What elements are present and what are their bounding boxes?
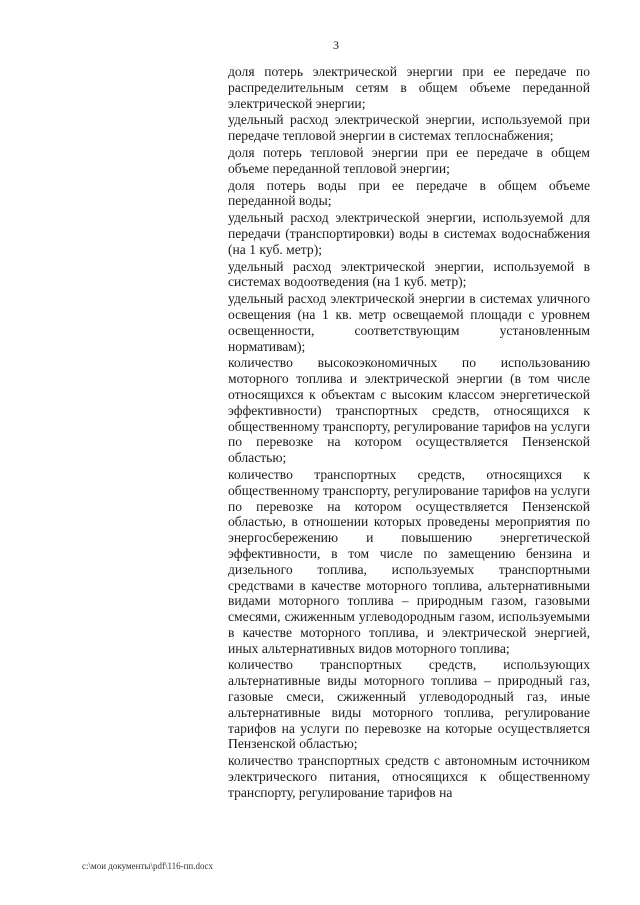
- page-number: 3: [333, 38, 339, 52]
- paragraph: доля потерь тепловой энергии при ее передаче в общем объеме переданной тепловой энергии;: [228, 144, 590, 176]
- paragraph: доля потерь электрической энергии при ее передаче по распределительным сетям в общем объеме переданной электрической энергии;: [228, 64, 590, 111]
- paragraph: удельный расход электрической энергии, используемой для передачи (транспортировки) воды в системах водоснабжения (на 1 куб. метр);: [228, 210, 590, 257]
- paragraph: удельный расход электрической энергии, используемой при передаче тепловой энергии в системах теплоснабжения;: [228, 112, 590, 144]
- paragraph: удельный расход электрической энергии в системах уличного освещения (на 1 кв. метр освещаемой площади с уровнем освещенности, соответствующим установленным нормативам);: [228, 291, 590, 354]
- paragraph: количество высокоэкономичных по использованию моторного топлива и электрической энергии (в том числе относящихся к объектам с высоким классом энергетической эффективности) транспортных средств, относящихся к общественному транспорту, регулирование тарифов на услуги по перевозке на котором осуществляется Пензенской областью;: [228, 355, 590, 466]
- document-body: [228, 64, 590, 802]
- paragraph: количество транспортных средств, использующих альтернативные виды моторного топлива – природный газ, газовые смеси, сжиженный углеводородный газ, иные альтернативные виды моторного топлива, регулирование тарифов на услуги по перевозке на которые осуществляется Пензенской областью;: [228, 657, 590, 752]
- paragraph: количество транспортных средств, относящихся к общественному транспорту, регулирование тарифов на услуги по перевозке на котором осуществляется Пензенской областью, в отношении которых проведены мероприятия по энергосбережению и повышению энергетической эффективности, в том числе по замещению бензина и дизельного топлива, используемых транспортными средствами в качестве моторного топлива, альтернативными видами моторного топлива – природным газом, газовыми смесями, сжиженным углеводородным газом, используемыми в качестве моторного топлива, и электрической энергией, иных альтернативных видов моторного топлива;: [228, 466, 590, 656]
- footer-file-path: c:\мои документы\pdf\116-пп.docx: [82, 861, 213, 871]
- paragraph: доля потерь воды при ее передаче в общем объеме переданной воды;: [228, 177, 590, 209]
- paragraph: удельный расход электрической энергии, используемой в системах водоотведения (на 1 куб. метр);: [228, 258, 590, 290]
- paragraph: количество транспортных средств с автономным источником электрического питания, относящихся к общественному транспорту, регулирование тарифов на: [228, 753, 590, 800]
